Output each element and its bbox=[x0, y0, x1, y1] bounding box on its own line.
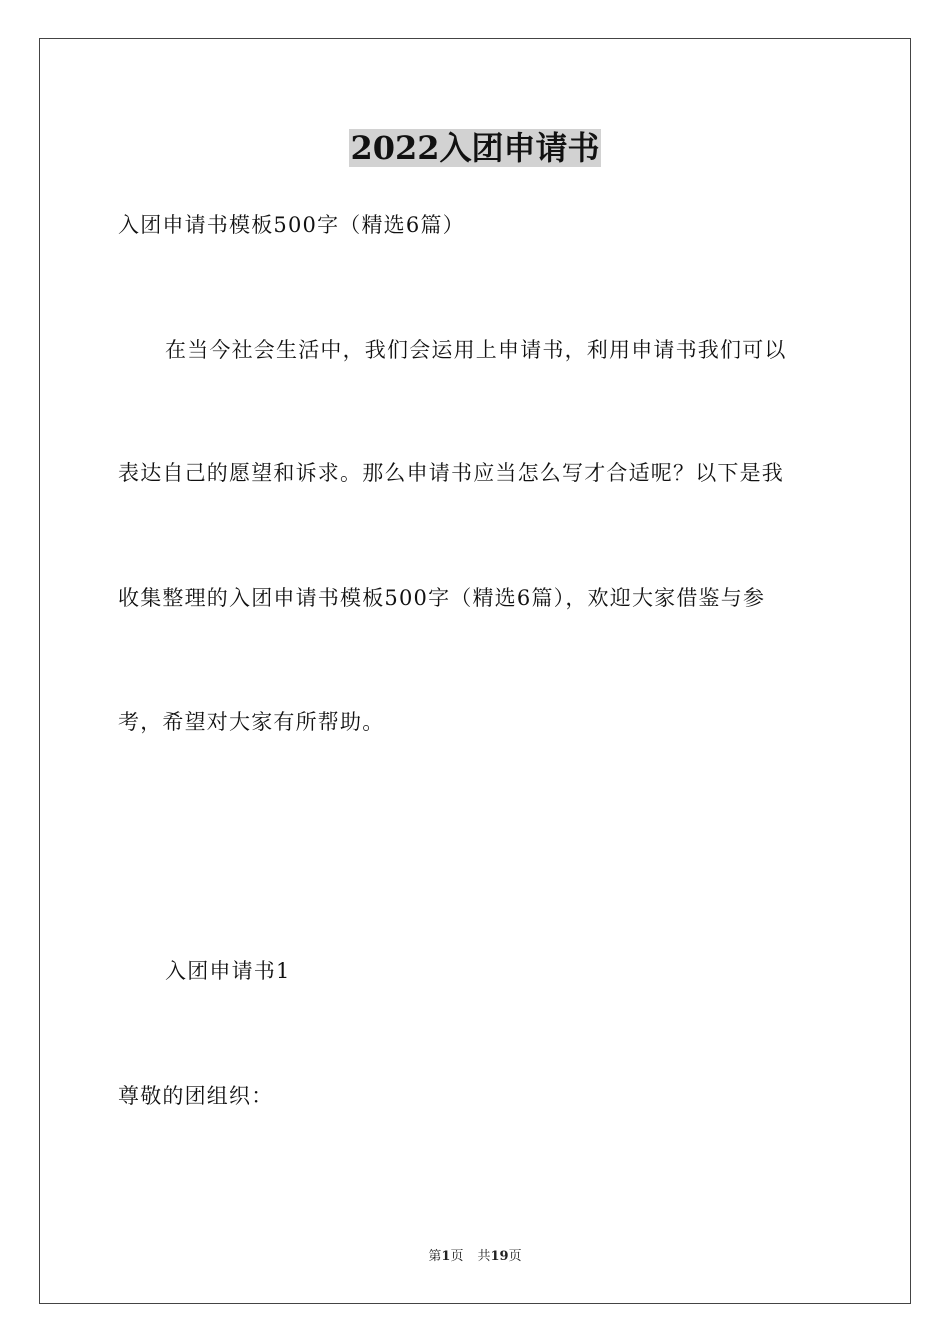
intro-paragraph-line-4: 考，希望对大家有所帮助。 bbox=[118, 710, 385, 734]
total-suffix: 页 bbox=[508, 1249, 522, 1264]
total-prefix: 共 bbox=[477, 1249, 491, 1264]
page-total: 19 bbox=[490, 1249, 509, 1264]
document-title bbox=[0, 128, 950, 168]
page-suffix: 页 bbox=[450, 1249, 464, 1264]
intro-paragraph-line-3: 收集整理的入团申请书模板500字（精选6篇），欢迎大家借鉴与参 bbox=[118, 586, 766, 610]
section-heading: 入团申请书1 bbox=[165, 959, 291, 983]
document-title-text: 2022入团申请书 bbox=[350, 129, 600, 167]
intro-paragraph-line-1: 在当今社会生活中，我们会运用上申请书，利用申请书我们可以 bbox=[165, 338, 787, 362]
salutation: 尊敬的团组织： bbox=[118, 1084, 274, 1108]
page-footer bbox=[0, 1248, 950, 1266]
page-current: 1 bbox=[441, 1249, 451, 1264]
page-prefix: 第 bbox=[428, 1249, 442, 1264]
intro-paragraph-line-2: 表达自己的愿望和诉求。那么申请书应当怎么写才合适呢？以下是我 bbox=[118, 461, 784, 485]
document-subtitle: 入团申请书模板500字（精选6篇） bbox=[118, 213, 465, 237]
